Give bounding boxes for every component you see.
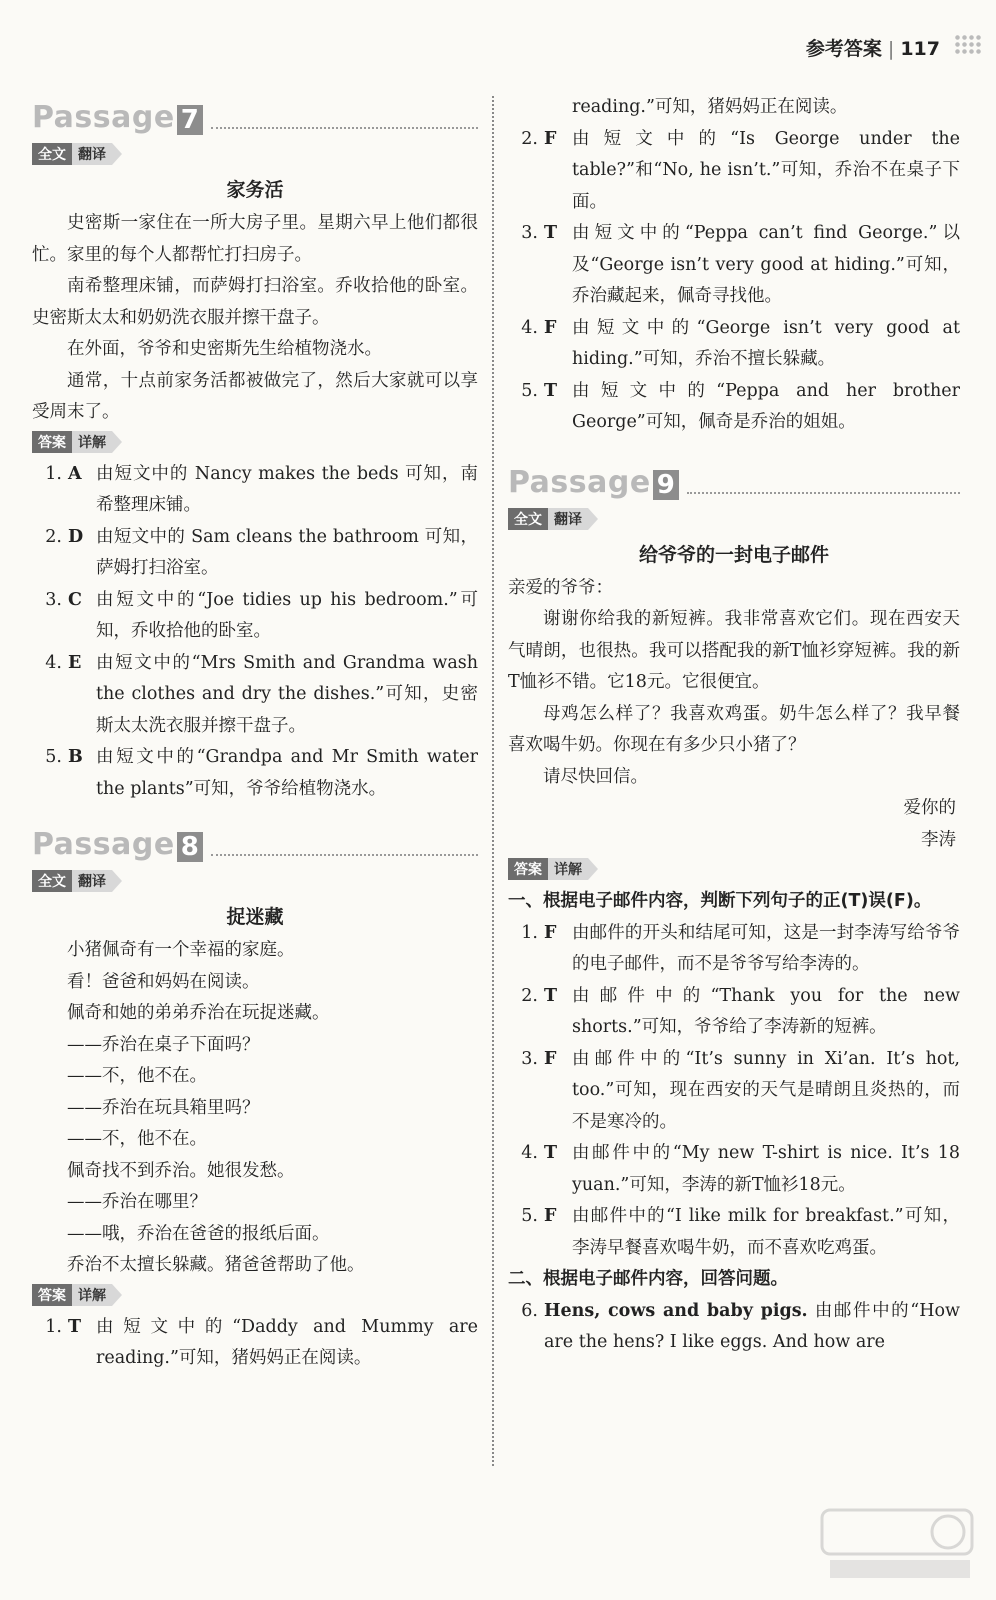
passage-7-title: 家务活 (226, 179, 284, 201)
answer-letter: F (544, 128, 557, 149)
passage-word: Passage (32, 100, 175, 135)
right-column (508, 92, 960, 1359)
translation-tag (32, 143, 122, 165)
answer-text: 由短文中的“Mrs Smith and Grandma wash the clothes and dry the dishes.”可知，史密斯太太洗衣服并擦干盘子。 (96, 652, 478, 736)
answer-item (508, 124, 960, 219)
story-line: 小猪佩奇有一个幸福的家庭。 (67, 940, 295, 960)
paragraph: 通常，十点前家务活都被做完了，然后大家就可以享受周末了。 (32, 370, 478, 422)
translation-tag (32, 870, 122, 892)
answer-explanation: 由邮件中的“How are the hens? I like eggs. And how are (544, 1300, 960, 1352)
answer-item (508, 1296, 960, 1359)
answer-text: 由短文中的“Peppa and her brother George”可知，佩奇是乔治的姐姐。 (572, 380, 960, 432)
tag-arrow-icon (112, 143, 122, 165)
tag-label-answer: 答案 (32, 1284, 72, 1306)
answer-text: 由邮件中的“It’s sunny in Xi’an. It’s hot, too.”可知，现在西安的天气是晴朗且炎热的，而不是寒冷的。 (572, 1048, 960, 1132)
answer-text: 由短文中的“Daddy and Mummy are reading.”可知，猪妈妈正在阅读。 (96, 1316, 478, 1368)
answer-letter: T (68, 1316, 82, 1337)
story-line: ——乔治在玩具箱里吗？ (67, 1097, 260, 1118)
story-line: 佩奇和她的弟弟乔治在玩捉迷藏。 (67, 1003, 330, 1023)
answer-number: 1. (521, 922, 538, 943)
email-greeting: 亲爱的爷爷： (508, 577, 613, 598)
answer-number: 5. (521, 380, 538, 401)
answer-bold: Hens, cows and baby pigs. (544, 1300, 808, 1321)
column-divider (492, 96, 494, 1466)
answer-text: 由短文中的 Sam cleans the bathroom 可知，萨姆打扫浴室。 (96, 526, 478, 578)
section-heading-1: 一、根据电子邮件内容，判断下列句子的正(T)误(F)。 (508, 891, 932, 911)
answer-letter: F (544, 1206, 557, 1226)
tag-label-full-text: 全文 (508, 508, 548, 530)
answer-text: 由短文中的“Peppa can’t find George.”以及“George isn’t very good at hiding.”可知，乔治藏起来，佩奇寻找他。 (572, 223, 960, 306)
answer-item (508, 376, 960, 439)
answer-letter: T (544, 985, 558, 1006)
answer-item (508, 218, 960, 313)
answer-number: 1. (45, 1316, 62, 1337)
answer-letter: F (544, 922, 557, 943)
answer-tag (508, 858, 598, 880)
paragraph: 史密斯一家住在一所大房子里。星期六早上他们都很忙。家里的每个人都帮忙打扫房子。 (32, 213, 478, 265)
translation-tag (508, 508, 598, 530)
answer-letter: D (68, 526, 84, 547)
passage-word: Passage (508, 464, 651, 500)
page-header (806, 34, 940, 61)
answer-letter: A (68, 463, 82, 484)
passage-word: Passage (32, 827, 175, 862)
answer-item (32, 459, 478, 522)
answer-item (32, 742, 478, 805)
tag-label-explanation: 详解 (548, 858, 588, 880)
section-heading-2: 二、根据电子邮件内容，回答问题。 (508, 1269, 788, 1289)
tag-label-full-text: 全文 (32, 870, 72, 892)
answer-text (544, 1296, 960, 1359)
answer-item (32, 1312, 478, 1368)
tag-arrow-icon (112, 1284, 122, 1306)
answer-number: 6. (521, 1300, 538, 1321)
tag-label-explanation: 详解 (72, 1284, 112, 1306)
passage-number: 9 (653, 470, 679, 500)
answer-letter: B (68, 747, 83, 767)
answer-number: 2. (521, 985, 538, 1006)
answer-number: 1. (45, 463, 62, 484)
answer-letter: F (544, 317, 557, 338)
tag-arrow-icon (588, 858, 598, 880)
answer-item (508, 1201, 960, 1264)
answer-letter: T (544, 223, 558, 243)
story-line: 看！爸爸和妈妈在阅读。 (67, 971, 260, 992)
story-line: ——乔治在哪里？ (67, 1192, 207, 1212)
answer-number: 4. (45, 652, 62, 673)
tag-arrow-icon (112, 870, 122, 892)
answer-item (508, 313, 960, 376)
answer-item (32, 648, 478, 743)
tag-label-explanation: 详解 (72, 431, 112, 453)
header-dots-icon (954, 34, 982, 56)
passage-8-title: 捉迷藏 (226, 906, 284, 928)
answer-text: 由短文中的“Is George under the table?”和“No, he isn’t.”可知，乔治不在桌子下面。 (572, 128, 960, 212)
answer-letter: E (68, 652, 82, 673)
answer-number: 5. (45, 747, 62, 767)
passage-9-title: 给爷爷的一封电子邮件 (638, 543, 829, 566)
answer-number: 4. (521, 1143, 538, 1163)
header-separator: | (887, 38, 895, 60)
answer-item (32, 585, 478, 648)
page-number: 117 (900, 38, 940, 60)
paragraph: 谢谢你给我的新短裤。我非常喜欢它们。现在西安天气晴朗，也很热。我可以搭配我的新T恤衫穿短裤。我的新T恤衫不错。它18元。它很便宜。 (508, 609, 960, 692)
story-line: 佩奇找不到乔治。她很发愁。 (67, 1160, 295, 1181)
tag-label-answer: 答案 (508, 858, 548, 880)
story-line: 乔治不太擅长躲藏。猪爸爸帮助了他。 (67, 1255, 365, 1275)
passage-8-heading (32, 827, 478, 862)
answer-item (508, 918, 960, 981)
heading-dotted-rule (687, 492, 960, 494)
email-closing: 爱你的 (903, 798, 956, 818)
story-line: ——不，他不在。 (67, 1066, 207, 1086)
paragraph: 母鸡怎么样了？我喜欢鸡蛋。奶牛怎么样了？我早餐喜欢喝牛奶。你现在有多少只小猪了？ (508, 703, 960, 755)
answer-text: 由邮件的开头和结尾可知，这是一封李涛写给爷爷的电子邮件，而不是爷爷写给李涛的。 (572, 922, 960, 974)
tag-label-translation: 翻译 (548, 508, 588, 530)
answer-letter: F (544, 1048, 557, 1069)
section-label: 参考答案 (805, 38, 882, 60)
answer-number: 4. (521, 317, 538, 338)
tag-arrow-icon (112, 431, 122, 453)
paragraph: 南希整理床铺，而萨姆打扫浴室。乔收拾他的卧室。史密斯太太和奶奶洗衣服并擦干盘子。 (32, 276, 478, 328)
paragraph: 在外面，爷爷和史密斯先生给植物浇水。 (67, 339, 382, 359)
tag-arrow-icon (588, 508, 598, 530)
answer-number: 2. (521, 128, 538, 149)
answer-text: 由短文中的“Grandpa and Mr Smith water the plants”可知，爷爷给植物浇水。 (96, 747, 478, 799)
left-column (32, 92, 478, 1368)
answer-item-continued (508, 92, 960, 124)
watermark-logo-icon (818, 1504, 978, 1584)
answer-text: 由短文中的“George isn’t very good at hiding.”可知，乔治不擅长躲藏。 (572, 317, 960, 369)
answer-text: 由邮件中的“My new T-shirt is nice. It’s 18 yuan.”可知，李涛的新T恤衫18元。 (572, 1143, 960, 1195)
answer-text: 由短文中的“Joe tidies up his bedroom.”可知，乔收拾他的卧室。 (96, 589, 478, 641)
answer-text-continued: reading.”可知，猪妈妈正在阅读。 (572, 97, 848, 117)
answer-item (32, 522, 478, 585)
answer-letter: T (544, 380, 558, 401)
answer-text: 由短文中的 Nancy makes the beds 可知，南希整理床铺。 (96, 463, 478, 515)
answer-number: 5. (521, 1206, 538, 1226)
paragraph: 请尽快回信。 (543, 766, 648, 787)
tag-label-answer: 答案 (32, 431, 72, 453)
answer-number: 2. (45, 526, 62, 547)
answer-number: 3. (521, 1048, 538, 1069)
heading-dotted-rule (211, 854, 478, 856)
answer-item (508, 1044, 960, 1139)
passage-9-heading (508, 465, 960, 500)
story-line: ——哦，乔治在爸爸的报纸后面。 (67, 1223, 330, 1244)
answer-text: 由邮件中的“Thank you for the new shorts.”可知，爷爷给了李涛新的短裤。 (572, 985, 960, 1037)
answer-text: 由邮件中的“I like milk for breakfast.”可知，李涛早餐喜欢喝牛奶，而不喜欢吃鸡蛋。 (572, 1206, 960, 1258)
tag-label-translation: 翻译 (72, 870, 112, 892)
email-signature: 李涛 (921, 829, 956, 850)
tag-label-full-text: 全文 (32, 143, 72, 165)
answer-number: 3. (521, 223, 538, 243)
passage-number: 8 (177, 832, 203, 862)
story-line: ——乔治在桌子下面吗？ (67, 1034, 260, 1055)
story-line: ——不，他不在。 (67, 1129, 207, 1149)
answer-item (508, 1138, 960, 1201)
answer-letter: T (544, 1143, 558, 1163)
heading-dotted-rule (211, 127, 478, 129)
tag-label-translation: 翻译 (72, 143, 112, 165)
answer-number: 3. (45, 589, 62, 610)
answer-tag (32, 431, 122, 453)
answer-item (508, 981, 960, 1044)
passage-number: 7 (177, 105, 203, 135)
passage-7-heading (32, 100, 478, 135)
answer-letter: C (68, 589, 82, 610)
answer-tag (32, 1284, 122, 1306)
